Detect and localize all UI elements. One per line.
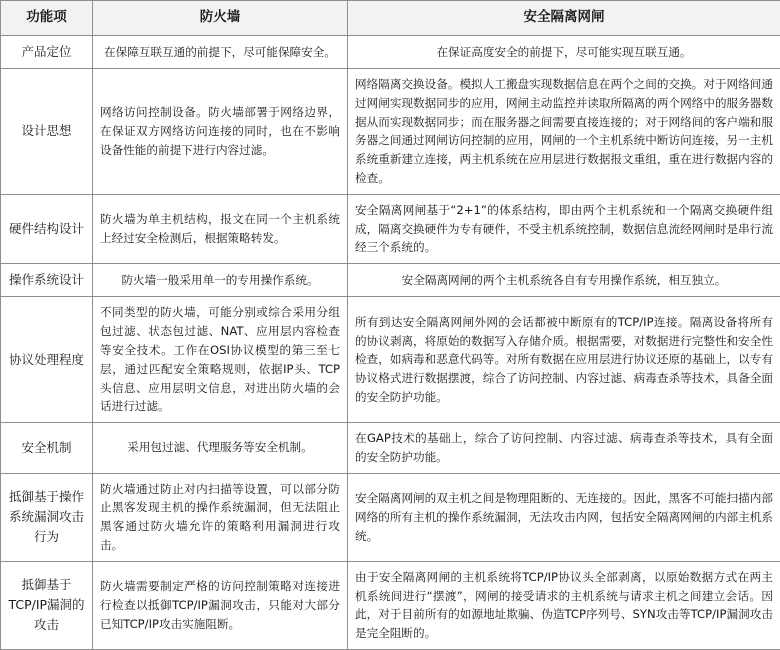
table-header-row [1,1,780,36]
table-row [1,561,780,649]
firewall-cell: 采用包过滤、代理服务等安全机制。 [93,423,348,474]
gap-cell: 由于安全隔离网闸的主机系统将TCP/IP协议头全部剥离，以原始数据方式在两主机系统间进行“摆渡”，网闸的接受请求的主机系统与请求主机之间建立会话。因此，对于目前所有的如源地址欺骗、伪造TCP序列号、SYN攻击等TCP/IP漏洞攻击是完全阻断的。 [348,561,780,649]
gap-cell: 在保证高度安全的前提下，尽可能实现互联互通。 [348,35,780,68]
gap-cell: 安全隔离网闸的双主机之间是物理阻断的、无连接的。因此，黑客不可能扫描内部网络的所有主机的操作系统漏洞，无法攻击内网，包括安全隔离网闸的内部主机系统。 [348,473,780,561]
firewall-cell: 防火墙为单主机结构，报文在同一个主机系统上经过安全检测后，根据策略转发。 [93,194,348,263]
feature-cell: 协议处理程度 [1,297,93,423]
feature-cell: 抵御基于操作系统漏洞攻击行为 [1,473,93,561]
firewall-cell: 防火墙通过防止对内扫描等设置，可以部分防止黑客发现主机的操作系统漏洞，但无法阻止黑客通过防火墙允许的策略利用漏洞进行攻击。 [93,473,348,561]
firewall-cell: 网络访问控制设备。防火墙部署于网络边界，在保证双方网络访问连接的同时，也在不影响设备性能的前提下进行内容过滤。 [93,69,348,195]
gap-cell: 网络隔离交换设备。模拟人工搬盘实现数据信息在两个之间的交换。对于网络间通过网闸实现数据同步的应用，网闸主动监控并读取所隔离的两个网络中的服务器数据从而实现数据同步；而在服务器之间需要直接连接的；对于网络间的客户端和服务器之间通过网闸访问控制的应用，网闸的一个主机系统中断访问连接，另一主机系统重新建立连接，两主机系统在应用层进行数据报文重组，重在进行数据内容的检查。 [348,69,780,195]
gap-cell: 在GAP技术的基础上，综合了访问控制、内容过滤、病毒查杀等技术，具有全面的安全防护功能。 [348,423,780,474]
table-row [1,35,780,68]
table-header [1,1,780,36]
table-row [1,473,780,561]
column-header-firewall: 防火墙 [93,1,348,36]
feature-cell: 抵御基于TCP/IP漏洞的攻击 [1,561,93,649]
feature-cell: 安全机制 [1,423,93,474]
column-header-gap: 安全隔离网闸 [348,1,780,36]
table-row [1,297,780,423]
feature-cell: 硬件结构设计 [1,194,93,263]
firewall-cell: 防火墙需要制定严格的访问控制策略对连接进行检查以抵御TCP/IP漏洞攻击，只能对大部分已知TCP/IP攻击实施阻断。 [93,561,348,649]
table-row [1,264,780,297]
gap-cell: 所有到达安全隔离网闸外网的会话都被中断原有的TCP/IP连接。隔离设备将所有的协议剥离，将原始的数据写入存储介质。根据需要，对数据进行完整性和安全性检查，如病毒和恶意代码等。对所有数据在应用层进行协议还原的基础上，以专有协议格式进行数据摆渡，综合了访问控制、内容过滤、病毒查杀等技术，具备全面的安全防护功能。 [348,297,780,423]
firewall-cell: 防火墙一般采用单一的专用操作系统。 [93,264,348,297]
column-header-feature: 功能项 [1,1,93,36]
firewall-cell: 在保障互联互通的前提下，尽可能保障安全。 [93,35,348,68]
feature-cell: 产品定位 [1,35,93,68]
table-body [1,35,780,649]
feature-cell: 操作系统设计 [1,264,93,297]
gap-cell: 安全隔离网闸的两个主机系统各自有专用操作系统，相互独立。 [348,264,780,297]
table-row [1,69,780,195]
table-row [1,423,780,474]
firewall-cell: 不同类型的防火墙，可能分别或综合采用分组包过滤、状态包过滤、NAT、应用层内容检查等安全技术。工作在OSI协议模型的第三至七层，通过匹配安全策略规则，依据IP头、TCP头信息、应用层明文信息，对进出防火墙的会话进行过滤。 [93,297,348,423]
table-row [1,194,780,263]
gap-cell: 安全隔离网闸基于“2+1”的体系结构，即由两个主机系统和一个隔离交换硬件组成，隔离交换硬件为专有硬件，不受主机系统控制，数据信息流经网闸时是串行流经三个系统的。 [348,194,780,263]
feature-cell: 设计思想 [1,69,93,195]
